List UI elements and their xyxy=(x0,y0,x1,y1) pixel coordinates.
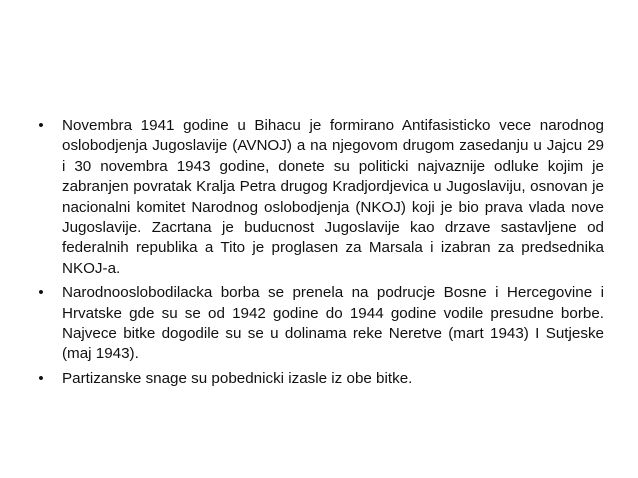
bullet-text: Novembra 1941 godine u Bihacu je formirano Antifasisticko vece narodnog oslobodjenja Jugoslavije (AVNOJ) a na njegovom drugom zasedanju u Jajcu 29 i 30 novembra 1943 godine, donete su politicki najvaznije odluke kojim je zabranjen povratak Kralja Petra drugog Kradjordjevica u Jugoslaviju, osnovan je nacionalni komitet Narodnog oslobodjenja (NKOJ) koji je bio prava vlada nove Jugoslavije. Zacrtana je buducnost Jugoslavije kao drzave sastavljene od federalnih republika a Tito je proglasen za Marsala i izabran za predsednika NKOJ-a. xyxy=(62,117,604,277)
bullet-dot-icon: • xyxy=(38,117,44,134)
bullet-item-victory xyxy=(34,369,604,389)
bullet-list xyxy=(34,116,604,393)
bullet-item-battles xyxy=(34,283,604,365)
bullet-text: Partizanske snage su pobednicki izasle iz obe bitke. xyxy=(62,369,413,387)
bullet-dot-icon: • xyxy=(38,369,44,387)
bullet-text: Narodnooslobodilacka borba se prenela na podrucje Bosne i Hercegovine i Hrvatske gde su se od 1942 godine do 1944 godine vodile presudne borbe. Najvece bitke dogodile su se u dolinama reke Neretve (mart 1943) I Sutjeske (maj 1943). xyxy=(62,284,604,363)
bullet-item-avnoj xyxy=(34,116,604,279)
bullet-dot-icon: • xyxy=(38,284,44,302)
